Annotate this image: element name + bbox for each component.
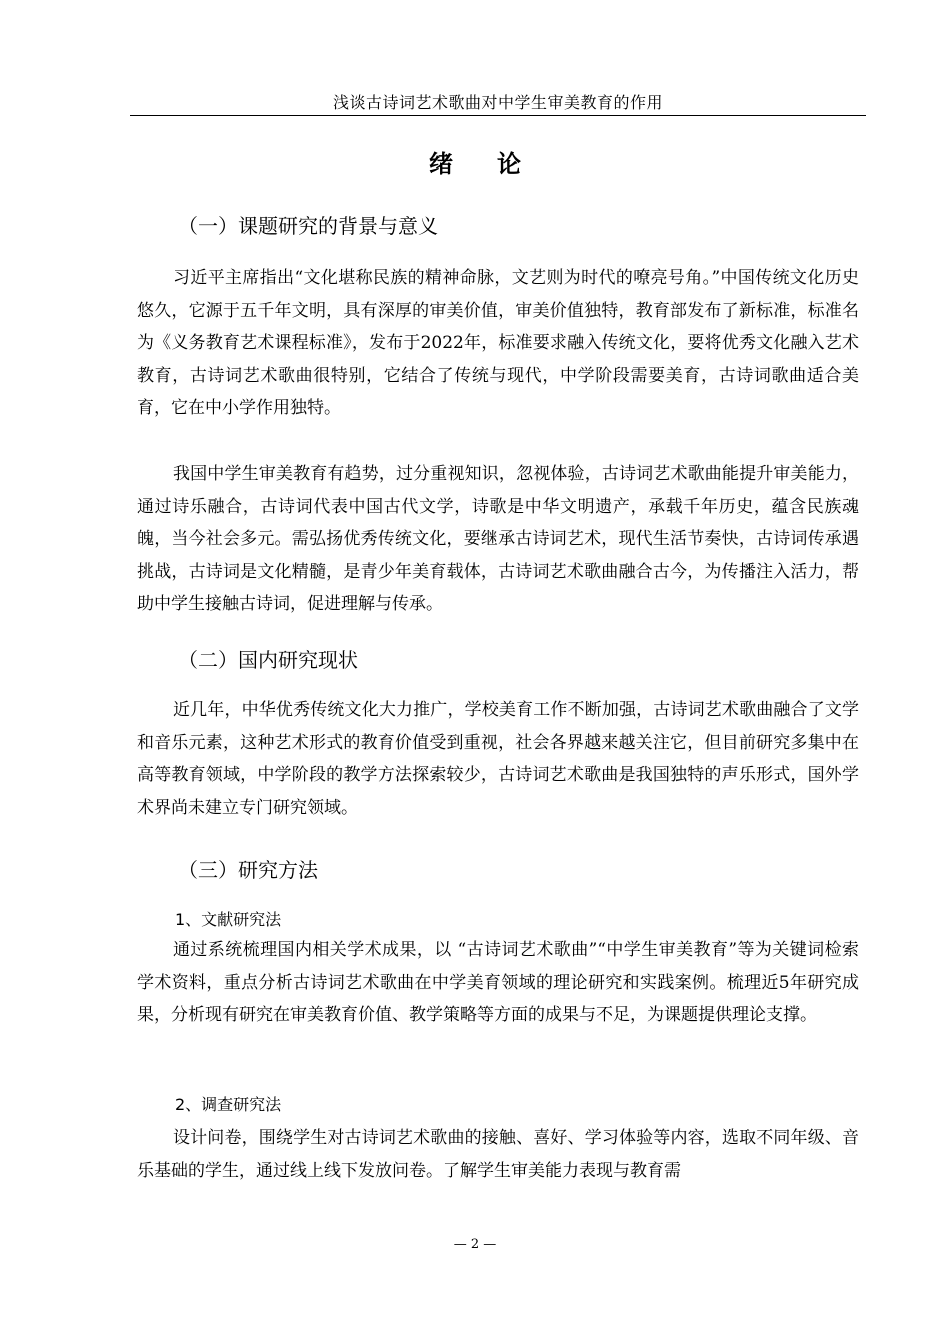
subheading-literature-method: 1、文献研究法 bbox=[175, 910, 282, 929]
section-heading-background: （一）课题研究的背景与意义 bbox=[178, 214, 438, 238]
running-header: 浅谈古诗词艺术歌曲对中学生审美教育的作用 bbox=[332, 93, 663, 112]
section-heading-methods: （三）研究方法 bbox=[178, 858, 318, 882]
page-number: — 2 — bbox=[453, 1237, 497, 1252]
chapter-title: 绪论 bbox=[429, 150, 565, 178]
section-heading-domestic-research: （二）国内研究现状 bbox=[178, 648, 358, 672]
paragraph-background-1: 习近平主席指出“文化堪称民族的精神命脉，文艺则为时代的嘹亮号角。”中国传统文化历史悠久，它源于五千年文明，具有深厚的审美价值，审美价值独特，教育部发布了新标准，标准名为《义务教育艺术课程标准》，发布于2022年，标准要求融入传统文化，要将优秀文化融入艺术教育，古诗词艺术歌曲很特别，它结合了传统与现代，中学阶段需要美育，古诗词歌曲适合美育，它在中小学作用独特。 bbox=[137, 268, 859, 418]
paragraph-domestic-research: 近几年，中华优秀传统文化大力推广，学校美育工作不断加强，古诗词艺术歌曲融合了文学和音乐元素，这种艺术形式的教育价值受到重视，社会各界越来越关注它，但目前研究多集中在高等教育领域，中学阶段的教学方法探索较少，古诗词艺术歌曲是我国独特的声乐形式，国外学术界尚未建立专门研究领域。 bbox=[137, 700, 859, 818]
paragraph-background-2: 我国中学生审美教育有趋势，过分重视知识，忽视体验，古诗词艺术歌曲能提升审美能力，通过诗乐融合，古诗词代表中国古代文学，诗歌是中华文明遗产，承载千年历史，蕴含民族魂魄，当今社会多元。需弘扬优秀传统文化，要继承古诗词艺术，现代生活节奏快，古诗词传承遇挑战，古诗词是文化精髓，是青少年美育载体，古诗词艺术歌曲融合古今，为传播注入活力，帮助中学生接触古诗词，促进理解与传承。 bbox=[137, 464, 859, 614]
paragraph-survey-method: 设计问卷，围绕学生对古诗词艺术歌曲的接触、喜好、学习体验等内容，选取不同年级、音乐基础的学生，通过线上线下发放问卷。了解学生审美能力表现与教育需 bbox=[137, 1128, 859, 1181]
subheading-survey-method: 2、调查研究法 bbox=[175, 1095, 282, 1114]
paragraph-literature-method: 通过系统梳理国内相关学术成果，以 “古诗词艺术歌曲”“中学生审美教育”等为关键词检索学术资料，重点分析古诗词艺术歌曲在中学美育领域的理论研究和实践案例。梳理近5年研究成果，分析现有研究在审美教育价值、教学策略等方面的成果与不足，为课题提供理论支撑。 bbox=[137, 940, 859, 1025]
header-divider bbox=[130, 115, 866, 116]
